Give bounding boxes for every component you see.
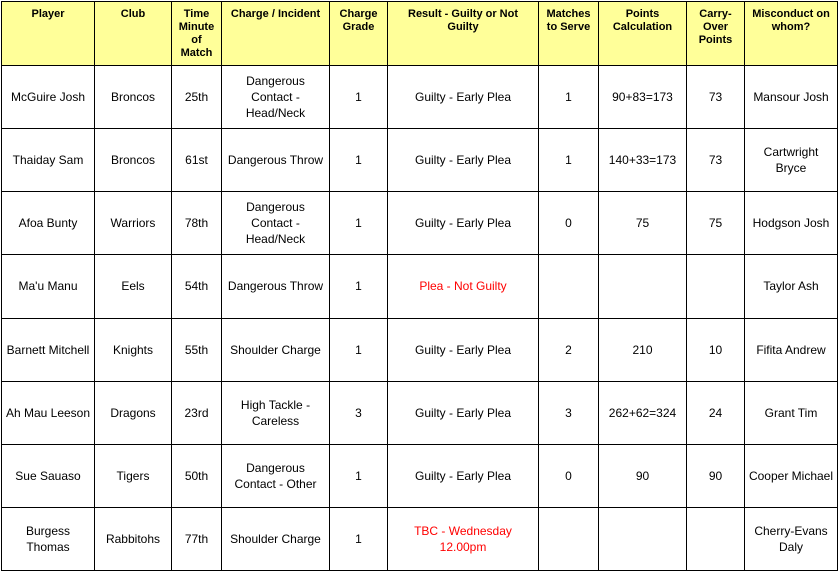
cell-result: Guilty - Early Plea <box>388 444 539 507</box>
cell-club: Dragons <box>95 381 172 444</box>
cell-carry: 75 <box>687 192 745 255</box>
cell-player: Burgess Thomas <box>2 507 95 570</box>
cell-time: 78th <box>172 192 222 255</box>
cell-points: 140+33=173 <box>599 129 687 192</box>
cell-grade: 1 <box>330 255 388 318</box>
cell-result: Guilty - Early Plea <box>388 192 539 255</box>
cell-time: 55th <box>172 318 222 381</box>
cell-player: Thaiday Sam <box>2 129 95 192</box>
cell-charge: High Tackle - Careless <box>222 381 330 444</box>
cell-carry: 90 <box>687 444 745 507</box>
cell-time: 25th <box>172 66 222 129</box>
cell-misconduct: Grant Tim <box>745 381 838 444</box>
cell-carry: 10 <box>687 318 745 381</box>
table-row <box>2 444 838 507</box>
cell-carry: 24 <box>687 381 745 444</box>
cell-matches: 2 <box>539 318 599 381</box>
header-time: Time Minute of Match <box>172 2 222 66</box>
header-misconduct: Misconduct on whom? <box>745 2 838 66</box>
cell-misconduct: Fifita Andrew <box>745 318 838 381</box>
table-row <box>2 507 838 570</box>
cell-points: 75 <box>599 192 687 255</box>
cell-matches: 1 <box>539 129 599 192</box>
cell-player: Afoa Bunty <box>2 192 95 255</box>
cell-misconduct: Taylor Ash <box>745 255 838 318</box>
cell-points <box>599 255 687 318</box>
cell-player: Ah Mau Leeson <box>2 381 95 444</box>
cell-charge: Dangerous Throw <box>222 255 330 318</box>
cell-time: 77th <box>172 507 222 570</box>
cell-time: 50th <box>172 444 222 507</box>
cell-charge: Dangerous Contact - Other <box>222 444 330 507</box>
table-row <box>2 318 838 381</box>
cell-club: Rabbitohs <box>95 507 172 570</box>
cell-grade: 1 <box>330 66 388 129</box>
cell-player: Ma'u Manu <box>2 255 95 318</box>
header-row <box>2 2 838 66</box>
header-player: Player <box>2 2 95 66</box>
cell-result: TBC - Wednesday 12.00pm <box>388 507 539 570</box>
cell-carry <box>687 255 745 318</box>
cell-points <box>599 507 687 570</box>
header-carry: Carry-Over Points <box>687 2 745 66</box>
cell-matches <box>539 255 599 318</box>
cell-matches: 3 <box>539 381 599 444</box>
cell-carry <box>687 507 745 570</box>
cell-club: Broncos <box>95 129 172 192</box>
cell-result: Guilty - Early Plea <box>388 381 539 444</box>
cell-matches: 0 <box>539 444 599 507</box>
cell-time: 54th <box>172 255 222 318</box>
cell-time: 61st <box>172 129 222 192</box>
table-row <box>2 381 838 444</box>
cell-result: Plea - Not Guilty <box>388 255 539 318</box>
cell-points: 210 <box>599 318 687 381</box>
cell-charge: Dangerous Throw <box>222 129 330 192</box>
cell-charge: Dangerous Contact - Head/Neck <box>222 66 330 129</box>
cell-grade: 1 <box>330 192 388 255</box>
cell-result: Guilty - Early Plea <box>388 129 539 192</box>
cell-grade: 1 <box>330 129 388 192</box>
header-points: Points Calculation <box>599 2 687 66</box>
judiciary-results-table <box>1 1 838 571</box>
cell-points: 90 <box>599 444 687 507</box>
cell-player: Sue Sauaso <box>2 444 95 507</box>
header-club: Club <box>95 2 172 66</box>
cell-grade: 3 <box>330 381 388 444</box>
header-result: Result - Guilty or Not Guilty <box>388 2 539 66</box>
cell-matches: 1 <box>539 66 599 129</box>
header-matches: Matches to Serve <box>539 2 599 66</box>
cell-result: Guilty - Early Plea <box>388 66 539 129</box>
cell-club: Warriors <box>95 192 172 255</box>
cell-player: Barnett Mitchell <box>2 318 95 381</box>
cell-charge: Shoulder Charge <box>222 318 330 381</box>
table-row <box>2 255 838 318</box>
cell-charge: Dangerous Contact - Head/Neck <box>222 192 330 255</box>
table-row <box>2 66 838 129</box>
cell-player: McGuire Josh <box>2 66 95 129</box>
cell-club: Knights <box>95 318 172 381</box>
cell-misconduct: Cartwright Bryce <box>745 129 838 192</box>
cell-misconduct: Cherry-Evans Daly <box>745 507 838 570</box>
cell-club: Eels <box>95 255 172 318</box>
header-charge: Charge / Incident <box>222 2 330 66</box>
cell-time: 23rd <box>172 381 222 444</box>
cell-carry: 73 <box>687 66 745 129</box>
header-grade: Charge Grade <box>330 2 388 66</box>
table-row <box>2 192 838 255</box>
cell-grade: 1 <box>330 507 388 570</box>
cell-grade: 1 <box>330 444 388 507</box>
cell-matches: 0 <box>539 192 599 255</box>
table-row <box>2 129 838 192</box>
cell-points: 90+83=173 <box>599 66 687 129</box>
cell-charge: Shoulder Charge <box>222 507 330 570</box>
cell-matches <box>539 507 599 570</box>
cell-grade: 1 <box>330 318 388 381</box>
cell-club: Broncos <box>95 66 172 129</box>
cell-points: 262+62=324 <box>599 381 687 444</box>
cell-carry: 73 <box>687 129 745 192</box>
cell-result: Guilty - Early Plea <box>388 318 539 381</box>
cell-club: Tigers <box>95 444 172 507</box>
cell-misconduct: Mansour Josh <box>745 66 838 129</box>
cell-misconduct: Cooper Michael <box>745 444 838 507</box>
cell-misconduct: Hodgson Josh <box>745 192 838 255</box>
